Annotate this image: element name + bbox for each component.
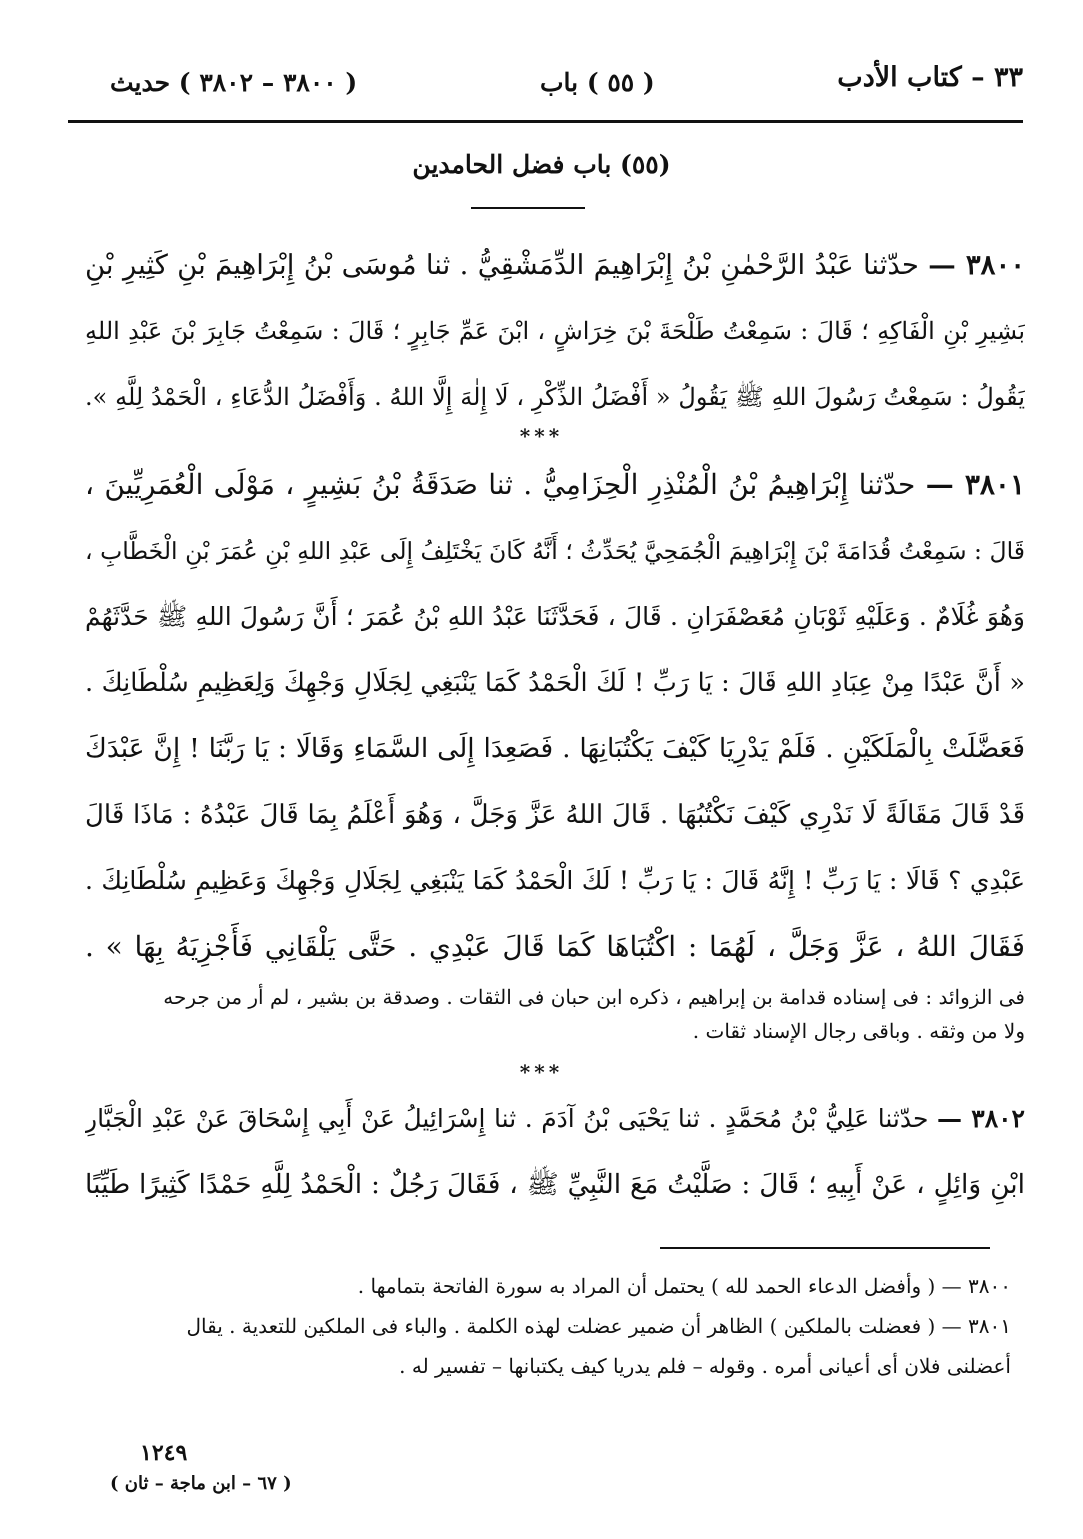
footnotes (70, 1266, 1011, 1386)
hadith-line: ابْنِ وَائِلٍ ، عَنْ أَبِيهِ ؛ قَالَ : صَلَّيْتُ مَعَ النَّبِيِّ ﷺ ، فَقَالَ رَجُلٌ : الْحَمْدُ لِلَّهِ حَمْدًا كَثِيرًا طَيِّبًا (85, 1169, 1025, 1200)
hadith-number: ٣٨٠٠ — (928, 249, 1025, 281)
footnote-divider (660, 1247, 990, 1249)
zawaid-line: فى الزوائد : فى إسناده قدامة بن إبراهيم ، ذكره ابن حبان فى الثقات . وصدقة بن بشير ، لم أر من جرحه (163, 985, 1025, 1009)
hadith-line (85, 232, 1025, 298)
page-number: ١٢٤٩ (140, 1440, 188, 1466)
printer-signature: ( ٦٧ – ابن ماجة – ثان ) (110, 1473, 292, 1494)
header-hadith-range: ( ٣٨٠٠ – ٣٨٠٢ ) حديث (110, 68, 358, 97)
hadith-line: قَدْ قَالَ مَقَالَةً لَا نَدْرِي كَيْفَ نَكْتُبُهَا . قَالَ اللهُ عَزَّ وَجَلَّ ، وَهُوَ أَعْلَمُ بِمَا قَالَ عَبْدُهُ : مَاذَا قَالَ (85, 800, 1025, 830)
header-page-number: ٣٣ (993, 62, 1023, 93)
hadith-number: ٣٨٠١ — (925, 468, 1025, 501)
hadith-line: فَقَالَ اللهُ ، عَزَّ وَجَلَّ ، لَهُمَا : اكْتُبَاهَا كَمَا قَالَ عَبْدِي . حَتَّى يَلْقَانِي فَأَجْزِيَهُ بِهَا » . (85, 930, 1025, 963)
hadith-3800 (85, 232, 1025, 430)
hadith-text: حدّثنا عَلِيُّ بْنُ مُحَمَّدٍ . ثنا يَحْيَى بْنُ آدَمَ . ثنا إِسْرَائِيلُ عَنْ أَبِي إِسْحَاقَ عَنْ عَبْدِ الْجَبَّارِ (85, 1104, 929, 1133)
hadith-text: حدّثنا عَبْدُ الرَّحْمٰنِ بْنُ إِبْرَاهِيمَ الدِّمَشْقِيُّ . ثنا مُوسَى بْنُ إِبْرَاهِيمَ بْنِ كَثِيرِ بْنِ (85, 249, 919, 281)
header-book-name: – كتاب الأدب (837, 62, 985, 93)
footnote-line: ٣٨٠٠ — ( وأفضل الدعاء الحمد لله ) يحتمل أن المراد به سورة الفاتحة بتمامها . (357, 1274, 1011, 1298)
hadith-line: يَقُولُ : سَمِعْتُ رَسُولَ اللهِ ﷺ يَقُولُ « أَفْضَلُ الذِّكْرِ ، لَا إِلٰهَ إِلَّا اللهُ . وَأَفْضَلُ الدُّعَاءِ ، الْحَمْدُ لِلَّهِ ». (85, 383, 1025, 411)
section-separator: *** (519, 1060, 564, 1084)
hadith-line: « أَنَّ عَبْدًا مِنْ عِبَادِ اللهِ قَالَ : يَا رَبِّ ! لَكَ الْحَمْدُ كَمَا يَنْبَغِي لِجَلَالِ وَجْهِكَ وَلِعَظِيمِ سُلْطَانِكَ . (85, 668, 1025, 698)
hadith-line: فَعَضَّلَتْ بِالْمَلَكَيْنِ . فَلَمْ يَدْرِيَا كَيْفَ يَكْتُبَانِهَا . فَصَعِدَا إِلَى السَّمَاءِ وَقَالَا : يَا رَبَّنَا ! إِنَّ عَبْدَكَ (85, 733, 1025, 764)
zawaid-note (72, 980, 1025, 1048)
hadith-line: عَبْدِي ؟ قَالَا : يَا رَبِّ ! إِنَّهُ قَالَ : يَا رَبِّ ! لَكَ الْحَمْدُ كَمَا يَنْبَغِي لِجَلَالِ وَجْهِكَ وَعَظِيمِ سُلْطَانِكَ . (85, 866, 1025, 895)
chapter-title: (٥٥) باب فضل الحامدين (412, 150, 671, 179)
header-divider (68, 120, 1023, 123)
hadith-line: قَالَ : سَمِعْتُ قُدَامَةَ بْنَ إِبْرَاهِيمَ الْجُمَحِيَّ يُحَدِّثُ ؛ أَنَّهُ كَانَ يَخْتَلِفُ إِلَى عَبْدِ اللهِ بْنِ عُمَرَ بْنِ الْخَطَّابِ ، (85, 537, 1025, 565)
hadith-line (85, 452, 1025, 518)
hadith-text: حدّثنا إِبْرَاهِيمُ بْنُ الْمُنْذِرِ الْحِزَامِيُّ . ثنا صَدَقَةُ بْنُ بَشِيرٍ ، مَوْلَى الْعُمَرِيِّينَ ، (85, 468, 916, 501)
header-book-title (837, 62, 1023, 93)
hadith-3801 (85, 452, 1025, 980)
hadith-line: بَشِيرِ بْنِ الْفَاكِهِ ؛ قَالَ : سَمِعْتُ طَلْحَةَ بْنَ خِرَاشٍ ، ابْنَ عَمِّ جَابِرٍ ؛ قَالَ : سَمِعْتُ جَابِرَ بْنَ عَبْدِ اللهِ (85, 317, 1025, 345)
chapter-title-underline (471, 207, 585, 209)
hadith-number: ٣٨٠٢ — (936, 1104, 1025, 1133)
header-bab: ( ٥٥ ) باب (540, 68, 655, 97)
hadith-3802 (85, 1086, 1025, 1218)
zawaid-line: ولا من وثقه . وباقى رجال الإسناد ثقات . (692, 1019, 1025, 1043)
running-header (70, 62, 1023, 114)
hadith-line (85, 1086, 1025, 1152)
footnote-line: أعضلنى فلان أى أعيانى أمره . وقوله – فلم يدريا كيف يكتبانها – تفسير له . (399, 1354, 1011, 1378)
section-separator: *** (519, 424, 564, 448)
footnote-line: ٣٨٠١ — ( فعضلت بالملكين ) الظاهر أن ضمير عضلت لهذه الكلمة . والباء فى الملكين للتعدية . يقال (186, 1314, 1011, 1338)
hadith-line: وَهُوَ غُلَامٌ . وَعَلَيْهِ ثَوْبَانِ مُعَصْفَرَانِ . قَالَ ، فَحَدَّثَنَا عَبْدُ اللهِ بْنُ عُمَرَ ؛ أَنَّ رَسُولَ اللهِ ﷺ حَدَّثَهُمْ (85, 602, 1025, 631)
